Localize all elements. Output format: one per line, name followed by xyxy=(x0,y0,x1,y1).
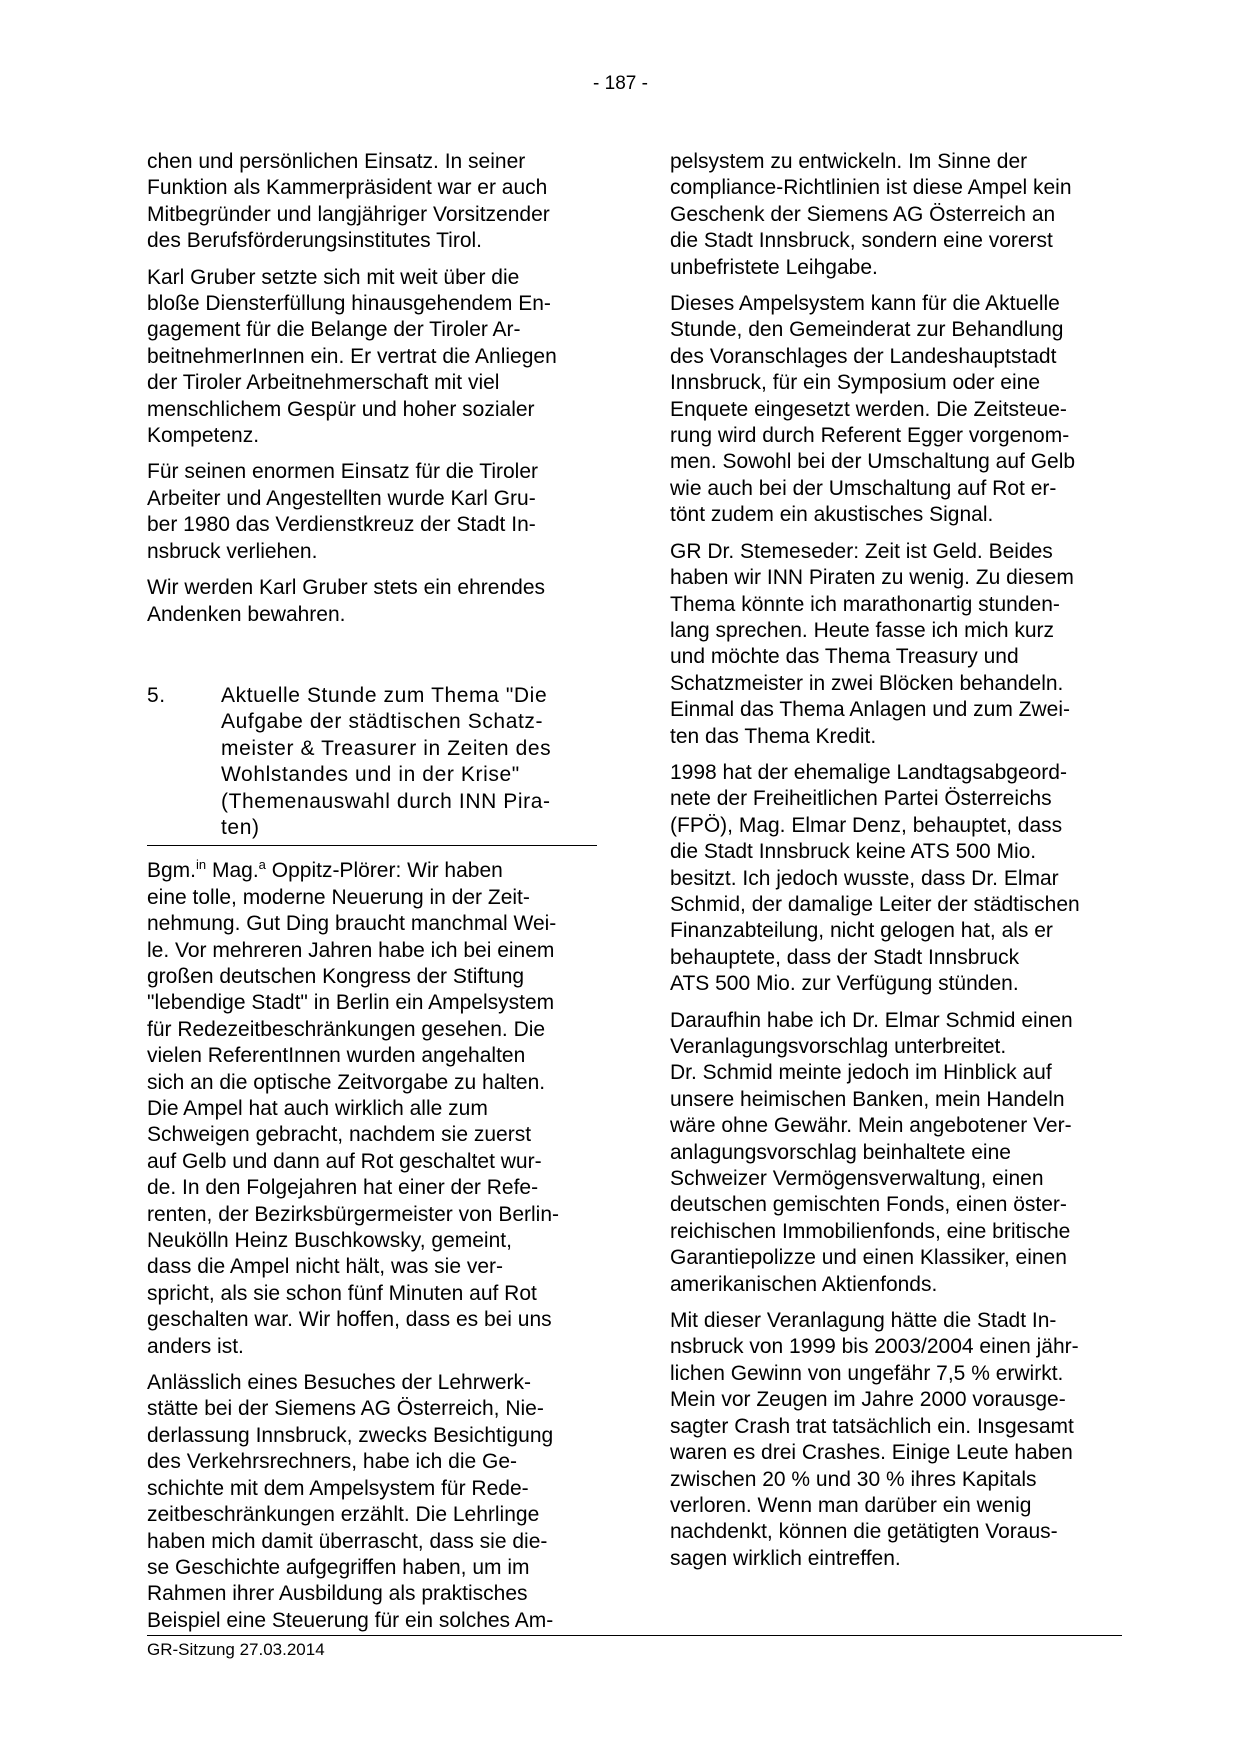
text-line: Karl Gruber setzte sich mit weit über die xyxy=(147,265,520,289)
text-line: die Stadt Innsbruck keine ATS 500 Mio. xyxy=(670,840,1037,864)
paragraph xyxy=(147,459,597,565)
left-column xyxy=(147,149,597,1644)
text-line: unbefristete Leihgabe. xyxy=(670,255,878,279)
text-line: stätte bei der Siemens AG Österreich, Nie- xyxy=(147,1397,544,1421)
text-line: Aktuelle Stunde zum Thema "Die xyxy=(221,683,548,707)
agenda-item-title xyxy=(221,683,597,841)
text-line: auf Gelb und dann auf Rot geschaltet wur- xyxy=(147,1149,542,1173)
text-line: 1998 hat der ehemalige Landtagsabgeord- xyxy=(670,760,1067,784)
paragraph xyxy=(147,1370,597,1634)
text-line: nehmung. Gut Ding braucht manchmal Wei- xyxy=(147,912,557,936)
agenda-item xyxy=(147,683,597,846)
text-line: (FPÖ), Mag. Elmar Denz, behauptet, dass xyxy=(670,813,1063,837)
text-line: sagter Crash trat tatsächlich ein. Insgesamt xyxy=(670,1414,1074,1438)
text-line: deutschen gemischten Fonds, einen öster- xyxy=(670,1193,1067,1217)
paragraph xyxy=(670,149,1120,281)
text-line: eine tolle, moderne Neuerung in der Zeit- xyxy=(147,885,530,909)
text-line: men. Sowohl bei der Umschaltung auf Gelb xyxy=(670,450,1076,474)
text-line: Die Ampel hat auch wirklich alle zum xyxy=(147,1097,488,1120)
text-line: Rahmen ihrer Ausbildung als praktisches xyxy=(147,1582,528,1606)
speaker-name: Oppitz-Plörer: Wir haben xyxy=(271,859,503,883)
text-line: de. In den Folgejahren hat einer der Refe- xyxy=(147,1176,539,1200)
footer-divider xyxy=(147,1635,1122,1636)
text-line: Einmal das Thema Anlagen und zum Zwei- xyxy=(670,698,1070,722)
text-line: rung wird durch Referent Egger vorgenom- xyxy=(670,424,1070,448)
speaker-degree-sup: a xyxy=(258,857,266,873)
text-line: wäre ohne Gewähr. Mein angebotener Ver- xyxy=(670,1114,1072,1138)
text-line: ten das Thema Kredit. xyxy=(670,724,877,748)
text-line: derlassung Innsbruck, zwecks Besichtigung xyxy=(147,1423,554,1447)
text-line: Aufgabe der städtischen Schatz- xyxy=(221,710,544,734)
text-line: "lebendige Stadt" in Berlin ein Ampelsystem xyxy=(147,991,555,1015)
text-line: vielen ReferentInnen wurden angehalten xyxy=(147,1044,526,1068)
text-line: Beispiel eine Steuerung für ein solches Am- xyxy=(147,1608,554,1632)
text-line: beitnehmerInnen ein. Er vertrat die Anliegen xyxy=(147,344,557,368)
text-line: der Tiroler Arbeitnehmerschaft mit viel xyxy=(147,371,500,395)
text-line: chen und persönlichen Einsatz. In seiner xyxy=(147,150,526,173)
text-line: Funktion als Kammerpräsident war er auch xyxy=(147,176,548,200)
text-line: Dr. Schmid meinte jedoch im Hinblick auf xyxy=(670,1061,1052,1085)
text-line: Andenken bewahren. xyxy=(147,602,346,626)
text-line: dass die Ampel nicht hält, was sie ver- xyxy=(147,1255,503,1279)
text-line: zeitbeschränkungen erzählt. Die Lehrlinge xyxy=(147,1503,540,1527)
text-line: Garantiepolizze und einen Klassiker, einen xyxy=(670,1246,1067,1270)
text-line: schichte mit dem Ampelsystem für Rede- xyxy=(147,1476,529,1500)
footer: GR-Sitzung 27.03.2014 xyxy=(147,1640,325,1659)
text-line: se Geschichte aufgegriffen haben, um im xyxy=(147,1555,530,1579)
speaker-paragraph xyxy=(147,858,597,1360)
text-line: bloße Diensterfüllung hinausgehendem En- xyxy=(147,292,551,316)
text-line: Schmid, der damalige Leiter der städtischen xyxy=(670,892,1080,916)
text-line: tönt zudem ein akustisches Signal. xyxy=(670,503,994,527)
text-line: lichen Gewinn von ungefähr 7,5 % erwirkt. xyxy=(670,1361,1064,1385)
text-line: Geschenk der Siemens AG Österreich an xyxy=(670,202,1056,226)
text-line: des Berufsförderungsinstitutes Tirol. xyxy=(147,229,482,253)
paragraph xyxy=(670,539,1120,750)
text-line: Mit dieser Veranlagung hätte die Stadt In- xyxy=(670,1309,1057,1333)
text-line: die Stadt Innsbruck, sondern eine vorerst xyxy=(670,229,1053,253)
text-line: Mein vor Zeugen im Jahre 2000 vorausge- xyxy=(670,1388,1066,1412)
text-line: nete der Freiheitlichen Partei Österreichs xyxy=(670,787,1052,811)
text-line: Für seinen enormen Einsatz für die Tiroler xyxy=(147,460,539,484)
text-line: Enquete eingesetzt werden. Die Zeitsteue- xyxy=(670,397,1067,421)
text-line: des Voranschlages der Landeshauptstadt xyxy=(670,344,1057,368)
speaker-title: Bgm. xyxy=(147,859,197,883)
text-line: unsere heimischen Banken, mein Handeln xyxy=(670,1087,1065,1111)
text-line: amerikanischen Aktienfonds. xyxy=(670,1272,938,1296)
paragraph xyxy=(147,265,597,450)
text-line: compliance-Richtlinien ist diese Ampel kein xyxy=(670,176,1072,200)
text-line: ten) xyxy=(221,815,260,839)
text-line: lang sprechen. Heute fasse ich mich kurz xyxy=(670,618,1055,642)
text-line: reichischen Immobilienfonds, eine britische xyxy=(670,1219,1071,1243)
text-line: nsbruck verliehen. xyxy=(147,539,318,563)
text-line: gagement für die Belange der Tiroler Ar- xyxy=(147,318,521,342)
text-line: sich an die optische Zeitvorgabe zu halten. xyxy=(147,1070,546,1094)
text-line: Wir werden Karl Gruber stets ein ehrendes xyxy=(147,576,546,600)
text-line: (Themenauswahl durch INN Pira- xyxy=(221,789,551,813)
text-line: Mitbegründer und langjähriger Vorsitzender xyxy=(147,202,550,226)
page-number: - 187 - xyxy=(593,73,648,94)
text-line: Daraufhin habe ich Dr. Elmar Schmid einen xyxy=(670,1008,1073,1032)
text-line: zwischen 20 % und 30 % ihres Kapitals xyxy=(670,1467,1037,1491)
text-line: Arbeiter und Angestellten wurde Karl Gru- xyxy=(147,486,536,510)
text-line: sagen wirklich eintreffen. xyxy=(670,1546,901,1570)
text-line: geschalten war. Wir hoffen, dass es bei uns xyxy=(147,1308,552,1332)
text-line: Finanzabteilung, nicht gelogen hat, als er xyxy=(670,919,1053,943)
text-line: besitzt. Ich jedoch wusste, dass Dr. Elmar xyxy=(670,866,1059,890)
text-line: le. Vor mehreren Jahren habe ich bei einem xyxy=(147,938,555,962)
text-line: nachdenkt, können die getätigten Voraus- xyxy=(670,1520,1058,1544)
paragraph xyxy=(147,575,597,628)
text-line: waren es drei Crashes. Einige Leute haben xyxy=(670,1441,1073,1465)
text-line: behauptete, dass der Stadt Innsbruck xyxy=(670,945,1020,969)
text-line: Kompetenz. xyxy=(147,424,260,448)
speaker-title-sup: in xyxy=(196,857,207,873)
text-line: Schatzmeister in zwei Blöcken behandeln. xyxy=(670,671,1064,695)
text-line: verloren. Wenn man darüber ein wenig xyxy=(670,1493,1032,1517)
text-line: nsbruck von 1999 bis 2003/2004 einen jähr- xyxy=(670,1335,1079,1359)
text-line: Wohlstandes und in der Krise" xyxy=(221,763,520,787)
paragraph xyxy=(670,1008,1120,1298)
text-line: für Redezeitbeschränkungen gesehen. Die xyxy=(147,1017,546,1041)
text-line: Stunde, den Gemeinderat zur Behandlung xyxy=(670,318,1064,342)
speaker-degree: Mag. xyxy=(211,859,259,883)
text-line: des Verkehrsrechners, habe ich die Ge- xyxy=(147,1450,518,1474)
text-line: GR Dr. Stemeseder: Zeit ist Geld. Beides xyxy=(670,539,1053,563)
text-line: spricht, als sie schon fünf Minuten auf Rot xyxy=(147,1281,537,1305)
text-line: anlagungsvorschlag beinhaltete eine xyxy=(670,1140,1011,1164)
paragraph xyxy=(147,149,597,255)
text-line: menschlichem Gespür und hoher sozialer xyxy=(147,397,535,421)
right-column xyxy=(670,149,1120,1582)
text-line: pelsystem zu entwickeln. Im Sinne der xyxy=(670,150,1028,173)
text-line: wie auch bei der Umschaltung auf Rot er- xyxy=(670,476,1057,500)
text-line: und möchte das Thema Treasury und xyxy=(670,645,1019,669)
text-line: großen deutschen Kongress der Stiftung xyxy=(147,964,525,988)
text-line: ATS 500 Mio. zur Verfügung stünden. xyxy=(670,972,1019,996)
text-line: haben mich damit überrascht, dass sie die- xyxy=(147,1529,548,1553)
text-line: Schweigen gebracht, nachdem sie zuerst xyxy=(147,1123,532,1147)
paragraph xyxy=(670,291,1120,529)
paragraph xyxy=(670,760,1120,998)
text-line: Schweizer Vermögensverwaltung, einen xyxy=(670,1167,1044,1191)
text-line: Neukölln Heinz Buschkowsky, gemeint, xyxy=(147,1229,512,1253)
text-line: Anlässlich eines Besuches der Lehrwerk- xyxy=(147,1371,532,1395)
text-line: haben wir INN Piraten zu wenig. Zu diesem xyxy=(670,566,1074,590)
text-line: Veranlagungsvorschlag unterbreitet. xyxy=(670,1035,1007,1058)
text-line: anders ist. xyxy=(147,1334,244,1358)
text-line: Innsbruck, für ein Symposium oder eine xyxy=(670,371,1041,395)
paragraph xyxy=(670,1308,1120,1572)
text-line: meister & Treasurer in Zeiten des xyxy=(221,736,552,760)
text-line: Dieses Ampelsystem kann für die Aktuelle xyxy=(670,292,1060,316)
text-line: ber 1980 das Verdienstkreuz der Stadt In- xyxy=(147,513,536,537)
text-line: Thema könnte ich marathonartig stunden- xyxy=(670,592,1060,616)
agenda-item-number: 5. xyxy=(147,683,166,707)
speaker-line xyxy=(147,858,597,884)
text-line: renten, der Bezirksbürgermeister von Berlin- xyxy=(147,1202,560,1226)
